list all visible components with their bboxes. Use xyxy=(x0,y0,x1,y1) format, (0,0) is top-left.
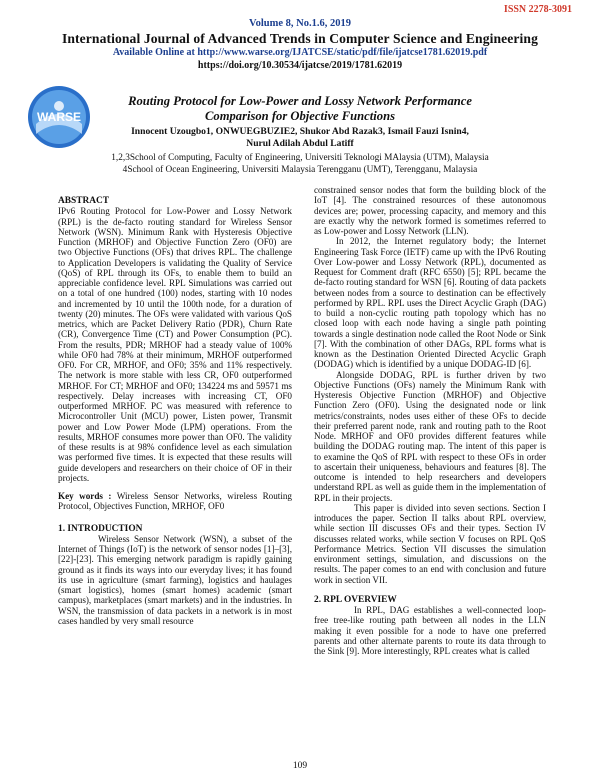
affiliation-2: 4School of Ocean Engineering, Universiti Malaysia Terengganu (UMT), Terengganu, Malaysia xyxy=(122,164,478,175)
volume-line: Volume 8, No.1.6, 2019 xyxy=(249,18,351,29)
rpl-heading: 2. RPL OVERVIEW xyxy=(314,594,397,605)
doi-link[interactable]: https://doi.org/10.30534/ijatcse/2019/1781.62019 xyxy=(197,60,403,71)
journal-title: International Journal of Advanced Trends in Computer Science and Engineering xyxy=(61,31,538,46)
keywords xyxy=(58,491,292,512)
keywords-text: Wireless Sensor Networks, wireless Routing Protocol, Objectives Function, MRHOF, OF0 xyxy=(58,491,292,512)
issn-label: ISSN 2278-3091 xyxy=(503,4,572,15)
paper-title: Routing Protocol for Low-Power and Lossy Network Performance Comparison for Objective Functions xyxy=(128,94,472,123)
left-column xyxy=(58,196,292,626)
intro-paragraph-1: Wireless Sensor Network (WSN), a subset of the Internet of Things (IoT) is the network of sensor nodes [1]–[3], [22]-[23]. This emerging network paradigm is rapidly gaining ground as it finds its ways into our everyday lives; it has found its use in agriculture (smart farming), logistics and haulages (smart logistics), homes (smart homes) academic (smart campus), marketplaces (smart markets) and in the industries. In WSN, the transmission of data packets in a network is in most cases handled by very small resource xyxy=(58,533,292,626)
warse-logo xyxy=(26,84,92,150)
abstract-text: IPv6 Routing Protocol for Low-Power and Lossy Network (RPL) is the de-facto routing standard for Wireless Sensor Network (WSN). Minimum Rank with Hysteresis Objective Function (MRHOF) and Objective Function Zero (OF0) are two Objective Functions (OFs) that drives RPL. The challenge to Application Developers is validating the Quality of Service (QoS) of RPL through its OFs, to enable them to build an appreciable confidence level. RPL Simulations was carried out on a total of one hundred (100) nodes, starting with 10 nodes and incremented by 10 until the 100th node, for a duration of twenty (20) minutes. The OFs were validated with various QoS metrics, which are Packet Delivery Ratio (PDR), Churn Rate (CR), Convergence Time (CT) and Power Consumption (PC). From the results, PDR; MRHOF had a steady value of 100% while OF0 had 78% at their minimum, MRHOF outperformed OF0. For CR, MRHOF, and OF0; 35% and 11% respectively. The network is more stable with less CR, OF0 outperformed MRHOF. For CT; MRHOF and OF0; 134224 ms and 59571 ms respectively. Delay increases with increasing CT, OF0 outperformed MRHOF. PC was measured with reference to Microcontroller Unit (MCU) power, Listen power, Transmit power and Low Power Mode (LPM) operations. From the results, MRHOF consumes more power than OF0. The validity of these results is at 98% confidence level as each simulation was performed five times. It is expected that these results will guide developers and researchers on their choice of OF in their projects. xyxy=(58,206,292,483)
intro-paragraph-4: Alongside DODAG, RPL is further driven by two Objective Functions (OFs) namely the Minimum Rank with Hysteresis Objective Function (MRHOF) and Objective Function Zero (OF0). Using the designated node or link metrics/constraints, nodes uses either of these OFs to decide their preferred parent node, rank and routing path to the Root Node. MRHOF and OF0 provides different features while building the DODAG routing map. The intent of this paper is to examine the QoS of RPL with respect to these OFs in order to ascertain their uniqueness, behaviours and features [8]. The outcome is intended to help researchers and developers understand RPL as well as guide them in the implementation of RPL in their projects. xyxy=(314,369,546,503)
intro-paragraph-3: In 2012, the Internet regulatory body; the Internet Engineering Task Force (IETF) came up with the IPv6 Routing Over Low-power and Lossy Network (RPL), documented as Request for Comment draft (RFC 6550) [5]; RPL became the de-facto routing standard for WSN [6]. Routing of data packets between nodes from a source to destination can be effectively performed by RPL. RPL uses the Direct Acyclic Graph (DAG) to build a non-cyclic routing path topology which has no closed loop with each node having a single path pointing towards a single destination node called the Root Node or Sink [7]. With the combination of other DAGs, RPL forms what is known as the Destination Oriented Directed Acyclic Graph (DODAG) which is identified by a unique DODAG-ID [6]. xyxy=(314,236,546,370)
page-number: 109 xyxy=(292,761,308,771)
warse-logo-graphic xyxy=(26,84,92,150)
intro-paragraph-2: constrained sensor nodes that form the building block of the IoT [4]. The constrained resources of these autonomous devices are; power, processing capacity, and memory and this are exactly why the network formed is sometimes referred to as Low-power and Lossy Network (LLN). xyxy=(314,185,546,236)
online-link[interactable]: Available Online at http://www.warse.org/IJATCSE/static/pdf/file/ijatcse1781.62019.pdf xyxy=(112,47,488,58)
affiliation-1: 1,2,3School of Computing, Faculty of Engineering, Universiti Teknologi MAlaysia (UTM), Malaysia xyxy=(111,153,489,163)
affiliations xyxy=(60,153,540,176)
right-column xyxy=(314,185,546,656)
intro-paragraph-5: This paper is divided into seven sections. Section I introduces the paper. Section II talks about RPL overview, while section III discusses OFs and their types. Section IV discusses related works, while section V focuses on RPL QoS Performance Metrics. Section VII discusses the simulation environment settings, simulation, and discussions on the results. The paper comes to an end with conclusion and future work in section VII. xyxy=(314,502,546,585)
authors-line-1: Innocent Uzougbo1, ONWUEGBUZIE2, Shukor Abd Razak3, Ismail Fauzi Isnin4, xyxy=(131,126,469,137)
intro-heading: 1. INTRODUCTION xyxy=(58,523,143,534)
rpl-paragraph-1: In RPL, DAG establishes a well-connected loop-free tree-like routing path between all nodes in the LLN making it even possible for a node to have one preferred parents and other alternate parents to route its data through to the Sink [9]. More interestingly, RPL creates what is called xyxy=(314,605,546,656)
logo-text: WARSE xyxy=(36,110,82,124)
abstract-heading: ABSTRACT xyxy=(58,196,110,206)
keywords-label: Key words : xyxy=(58,491,112,501)
authors xyxy=(90,126,510,150)
authors-line-2: Nurul Adilah Abdul Latiff xyxy=(246,138,354,149)
